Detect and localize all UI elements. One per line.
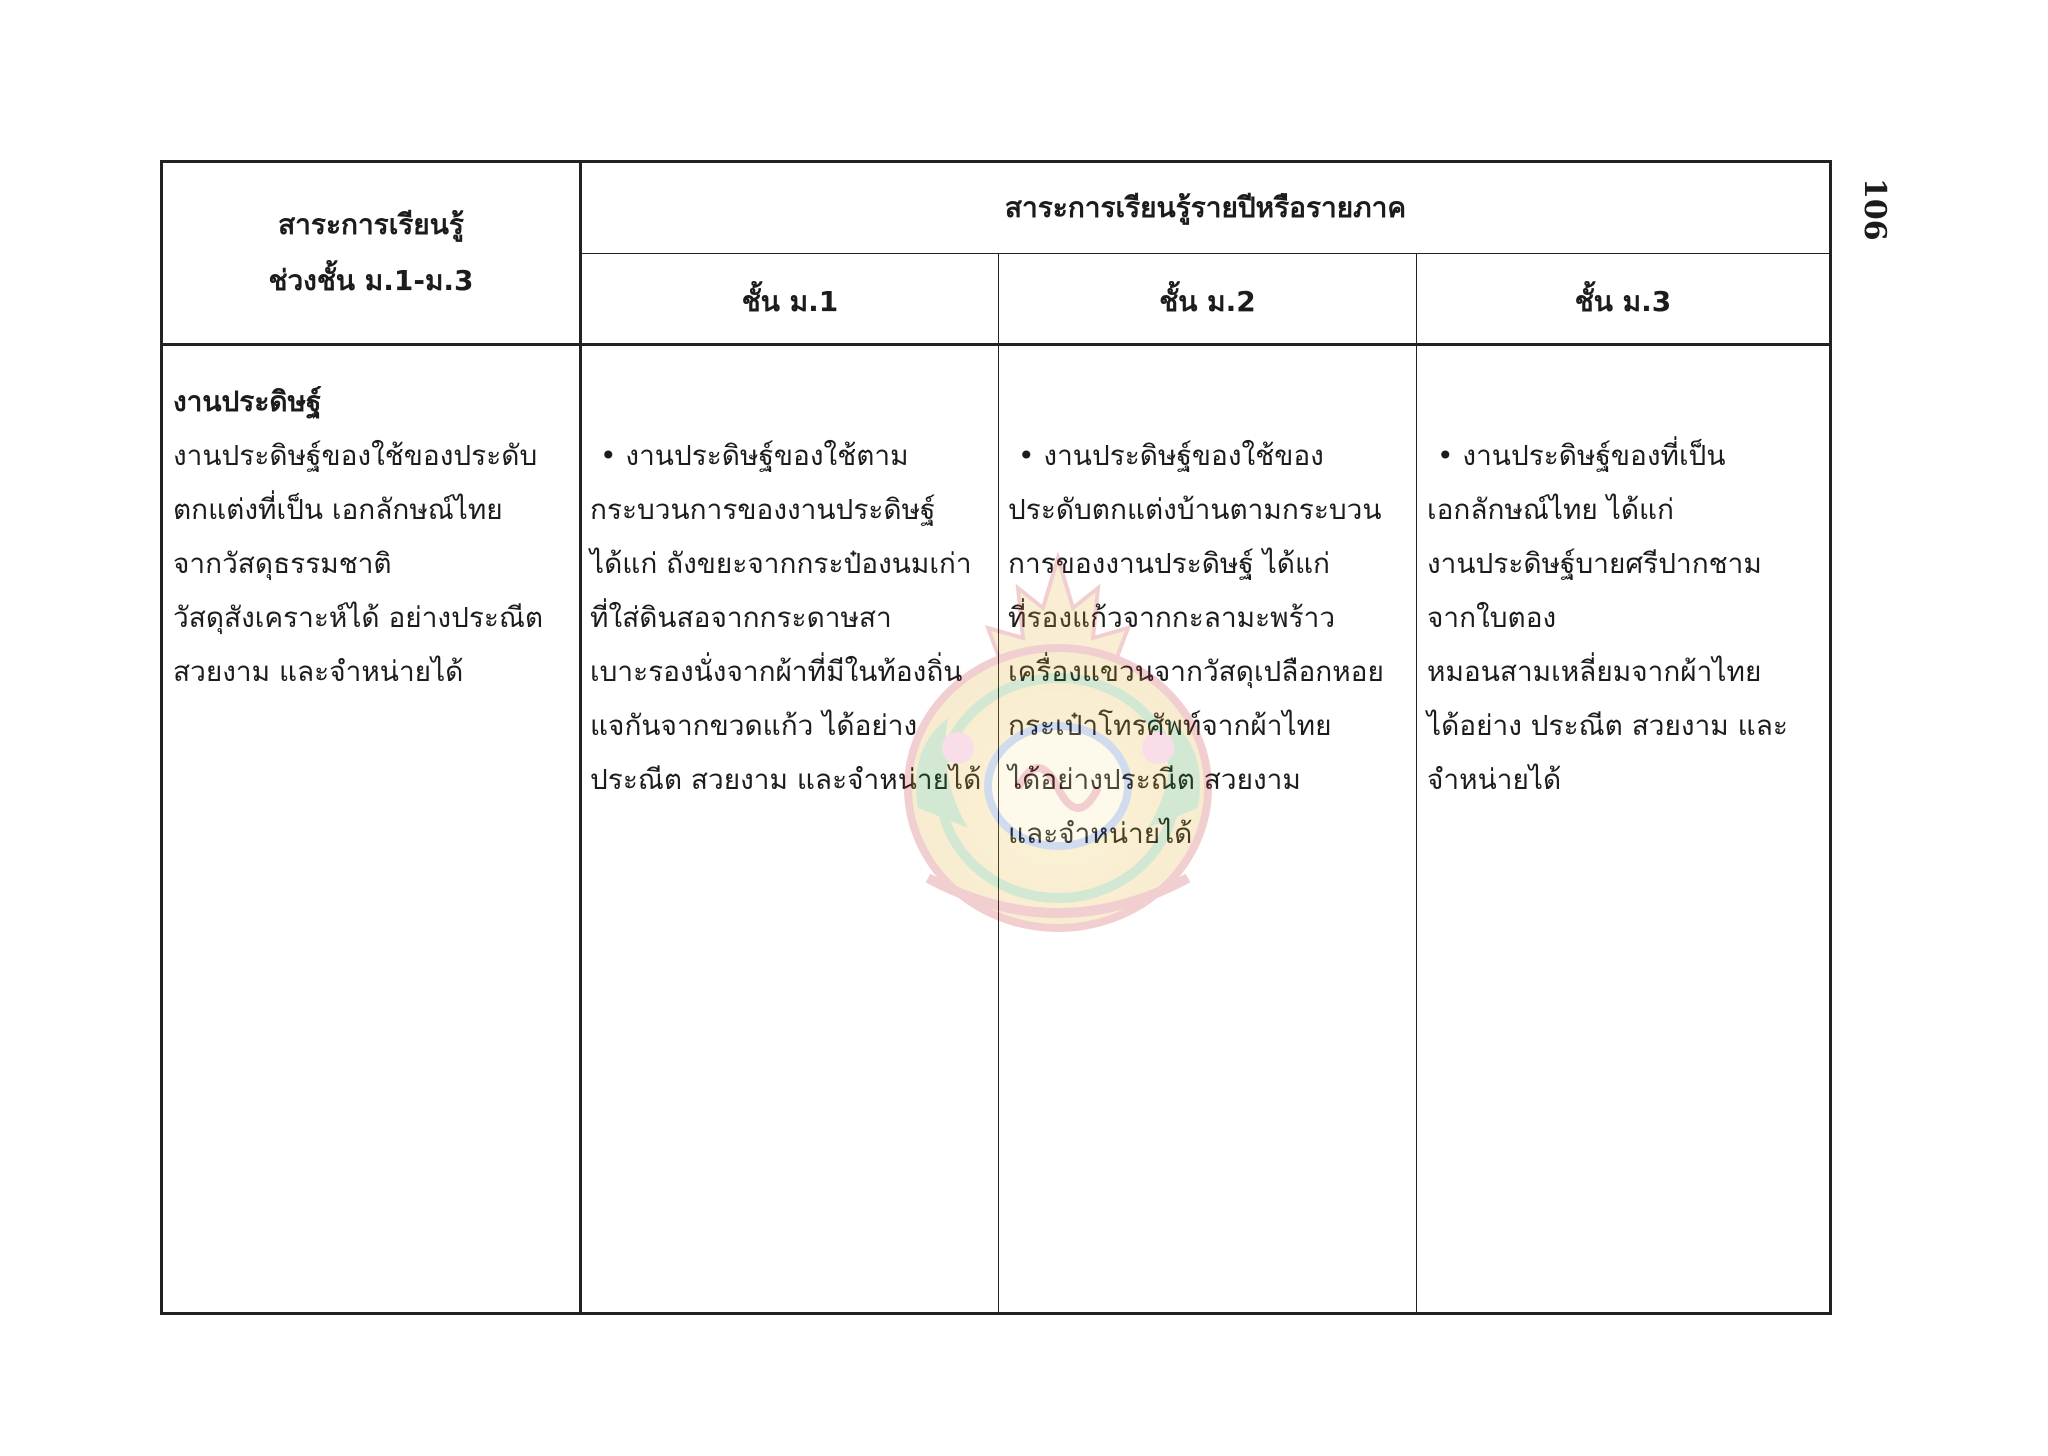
cell-line: ตกแต่งที่เป็น เอกลักษณ์ไทย — [173, 493, 503, 526]
cell-line: หมอนสามเหลี่ยมจากผ้าไทย — [1427, 655, 1762, 688]
cell-line: ประดับตกแต่งบ้านตามกระบวน — [1008, 493, 1382, 526]
cell-line: แจกันจากขวดแก้ว ได้อย่าง — [590, 709, 918, 742]
cell-grade-m3 — [1427, 429, 1788, 807]
column-divider — [998, 253, 999, 1312]
header-grade-m1: ชั้น ม.1 — [741, 284, 839, 318]
cell-line: จากใบตอง — [1427, 601, 1557, 634]
cell-line: กระเป๋าโทรศัพท์จากผ้าไทย — [1008, 709, 1332, 742]
header-left-line-1: สาระการเรียนรู้ — [278, 208, 464, 241]
header-grade-m2: ชั้น ม.2 — [1159, 284, 1256, 318]
row-divider — [163, 343, 1829, 346]
page-number: 106 — [1857, 178, 1892, 241]
cell-line: • งานประดิษฐ์ของใช้ของ — [1018, 439, 1324, 472]
header-group-title: สาระการเรียนรู้รายปีหรือรายภาค — [1004, 191, 1407, 224]
cell-line: ที่ใส่ดินสอจากกระดาษสา — [590, 601, 892, 634]
cell-line: ได้อย่างประณีต สวยงาม — [1008, 763, 1301, 796]
cell-line: • งานประดิษฐ์ของที่เป็น — [1437, 439, 1726, 472]
header-learning-content — [163, 163, 579, 343]
header-grade-m3: ชั้น ม.3 — [1574, 284, 1672, 318]
cell-line: ได้อย่าง ประณีต สวยงาม และ — [1427, 709, 1788, 742]
cell-line: ที่รองแก้วจากกะลามะพร้าว — [1008, 601, 1336, 634]
cell-learning-content — [173, 375, 543, 699]
cell-line: วัสดุสังเคราะห์ได้ อย่างประณีต — [173, 601, 544, 634]
cell-line: งานประดิษฐ์ของใช้ของประดับ — [173, 439, 538, 472]
cell-line: กระบวนการของงานประดิษฐ์ — [590, 493, 936, 526]
cell-line: จากวัสดุธรรมชาติ — [173, 547, 392, 580]
cell-grade-m1 — [590, 429, 981, 807]
cell-line: จำหน่ายได้ — [1427, 763, 1562, 796]
cell-line: • งานประดิษฐ์ของใช้ตาม — [600, 439, 909, 472]
column-divider — [1416, 253, 1417, 1312]
cell-line: เครื่องแขวนจากวัสดุเปลือกหอย — [1008, 655, 1384, 688]
cell-grade-m2 — [1008, 429, 1384, 861]
cell-heading: งานประดิษฐ์ — [173, 385, 322, 418]
cell-line: ประณีต สวยงาม และจำหน่ายได้ — [590, 763, 982, 796]
cell-line: และจำหน่ายได้ — [1008, 817, 1193, 850]
cell-line: เบาะรองนั่งจากผ้าที่มีในท้องถิ่น — [590, 655, 963, 688]
cell-line: งานประดิษฐ์บายศรีปากชาม — [1427, 547, 1762, 580]
curriculum-table — [160, 160, 1832, 1315]
cell-line: การของงานประดิษฐ์ ได้แก่ — [1008, 547, 1330, 580]
cell-line: เอกลักษณ์ไทย ได้แก่ — [1427, 493, 1674, 526]
header-left-line-2: ช่วงชั้น ม.1-ม.3 — [268, 264, 474, 297]
cell-line: ได้แก่ ถังขยะจากกระป๋องนมเก่า — [590, 547, 972, 580]
cell-line: สวยงาม และจำหน่ายได้ — [173, 655, 464, 688]
